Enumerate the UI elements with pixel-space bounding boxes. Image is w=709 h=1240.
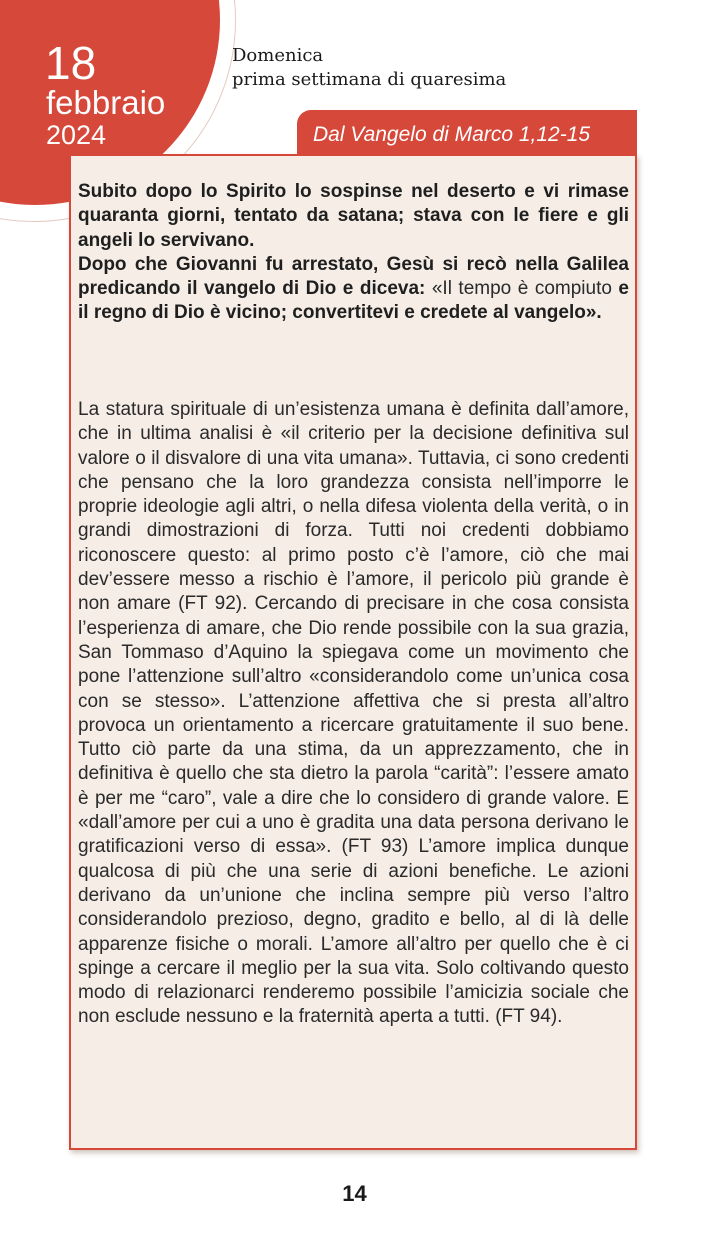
gospel-paragraph-2 bbox=[78, 253, 629, 326]
page-number: 14 bbox=[342, 1181, 367, 1206]
gospel-paragraph-1: Subito dopo lo Spirito lo sospinse nel deserto e vi rimase quaranta giorni, tentato da satana; stava con le fiere e gli angeli lo servivano. bbox=[78, 181, 629, 251]
gospel-paragraph-2-bold-start: Dopo che Giovanni fu arrestato, Gesù si recò nella Galilea predicando il vangelo di Dio e diceva: bbox=[78, 253, 629, 300]
liturgical-day bbox=[232, 44, 506, 92]
gospel-reference-tab bbox=[297, 110, 637, 156]
gospel-paragraph-2-bold-end: e il regno di Dio è vicino; convertitevi e credete al vangelo». bbox=[78, 278, 629, 324]
gospel-paragraph-2-regular: «Il tempo è compiuto bbox=[425, 278, 612, 300]
date-month: febbraio bbox=[46, 84, 166, 121]
gospel-reference: Dal Vangelo di Marco 1,12-15 bbox=[313, 123, 591, 146]
date-day: 18 bbox=[45, 37, 97, 89]
liturgical-week: prima settimana di quaresima bbox=[232, 69, 507, 90]
liturgical-day-name: Domenica bbox=[232, 45, 324, 66]
commentary-text: La statura spirituale di un’esistenza umana è definita dall’amore, che in ultima analisi è «il criterio per la decisione definitiva sul valore o il disvalore di una vita umana». Tuttavia, ci sono credenti che pensano che la loro grandezza consista nell’imporre le proprie ideologie agli altri, o nella difesa violenta della verità, o in grandi dimostrazioni di forza. Tutti noi credenti dobbiamo riconoscere questo: al primo posto c’è l’amore, ciò che mai dev’essere messo a rischio è l’amore, il pericolo più grande è non amare (FT 92). Cercando di precisare in che cosa consista l’esperienza di amare, che Dio rende possibile con la sua grazia, San Tommaso d’Aquino la spiegava come un movimento che pone l’attenzione sull’altro «considerandolo come un’unica cosa con se stesso». L’attenzione affettiva che si presta all’altro provoca un orientamento a ricercare gratuitamente il suo bene. Tutto ciò parte da una stima, da un apprezzamento, che in definitiva è quello che sta dietro la parola “carità”: l’essere amato è per me “caro”, vale a dire che lo considero di grande valore. E «dall’amore per cui a uno è gradita una data persona derivano le gratificazioni verso di essa». (FT 93) L’amore implica dunque qualcosa di più che una serie di azioni benefiche. Le azioni derivano da un’unione che inclina sempre più verso l’altro considerandolo prezioso, degno, gradito e bello, al di là delle apparenze fisiche o morali. L’amore all’altro per quello che è ci spinge a cercare il meglio per la sua vita. Solo coltivando questo modo di relazionarci renderemo possibile l’amicizia sociale che non esclude nessuno e la fraternità aperta a tutti. (FT 94). bbox=[78, 399, 629, 1028]
date-year: 2024 bbox=[46, 120, 107, 150]
gospel-passage bbox=[78, 180, 629, 326]
